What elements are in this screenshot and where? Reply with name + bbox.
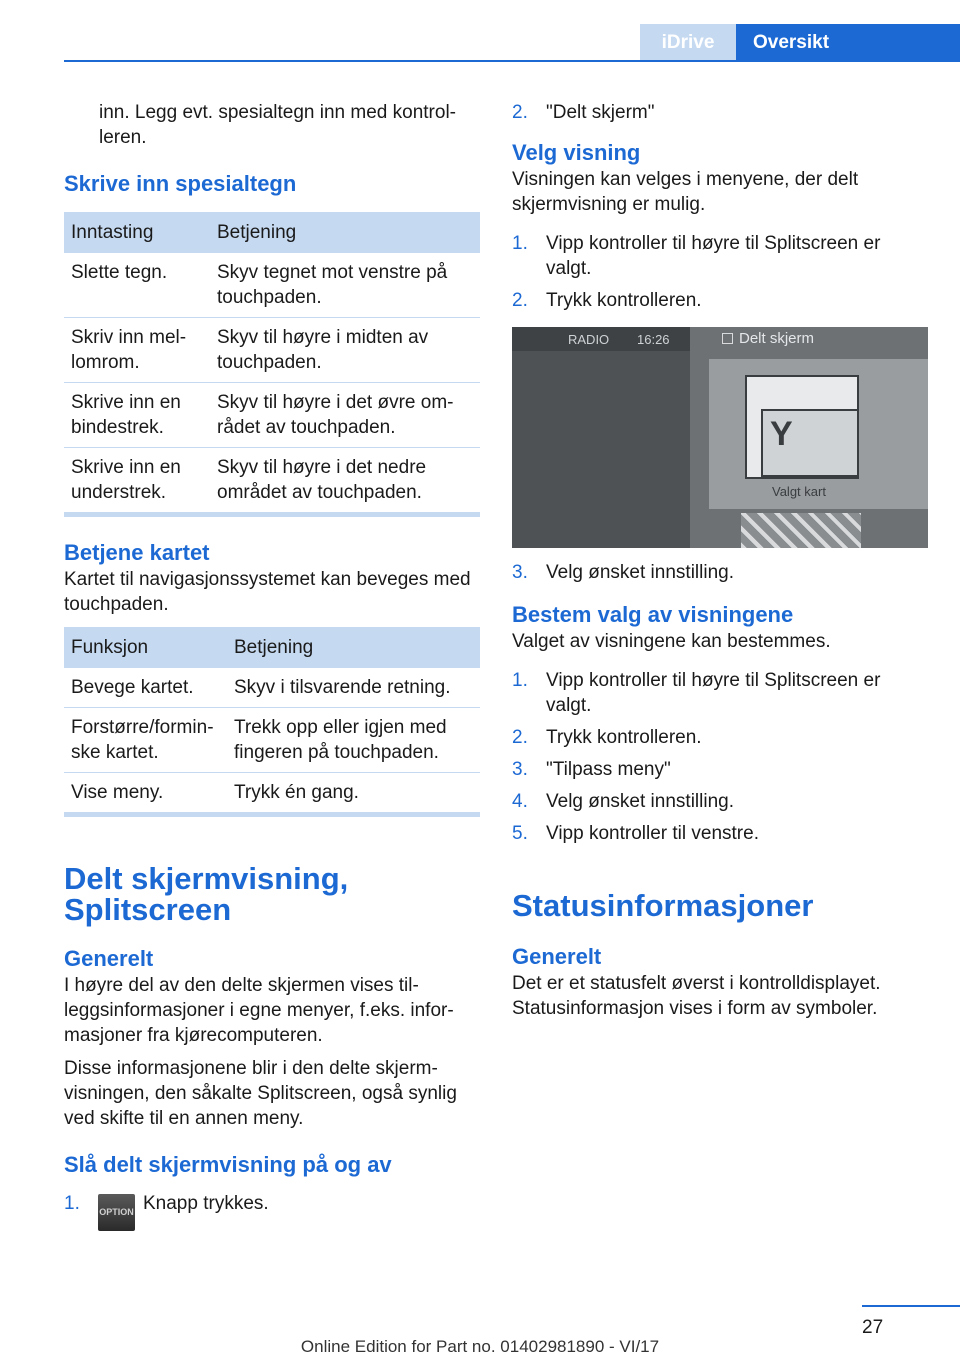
list-item [512, 821, 928, 846]
general-paragraph-1: I høyre del av den delte skjermen vises tilleggsinformasjoner i egne menyer, f.eks. informasjoner fra kjørecomputeren. [64, 975, 454, 1046]
general-paragraph-2: Disse informasjonene blir i den delte skjermvisningen, den såkalte Splitscreen, også synlig ved skifte til en annen meny. [64, 1058, 457, 1129]
step-text: "Tilpass meny" [546, 759, 671, 780]
table-cell: Trekk opp eller igjen med fingeren på touchpaden. [227, 708, 480, 773]
header-rule [64, 60, 960, 62]
list-item [512, 757, 928, 782]
intro-text: inn. Legg evt. spesialtegn inn med kontrolleren. [99, 102, 456, 148]
table-header: Betjening [227, 627, 480, 668]
select-steps [512, 668, 928, 846]
map-table [64, 627, 480, 812]
step-text: Velg ønsket innstilling. [546, 791, 734, 812]
list-item [512, 668, 928, 718]
special-chars-heading: Skrive inn spesialtegn [64, 171, 297, 196]
onoff-steps [64, 1191, 480, 1231]
table-end-rule [64, 512, 480, 517]
table-row [64, 448, 480, 513]
table-cell: Skriv inn mellomrom. [64, 318, 210, 383]
select-heading: Bestem valg av visningene [512, 602, 794, 627]
list-item [64, 1191, 480, 1231]
status-heading: Statusinformasjoner [512, 888, 814, 923]
special-chars-table [64, 212, 480, 512]
screen-time-label: 16:26 [637, 332, 670, 347]
table-cell: Forstørre/forminske kartet. [64, 708, 227, 773]
list-item [512, 100, 928, 125]
step-number: 1. [512, 233, 528, 254]
table-row [64, 708, 480, 773]
step-text: Vipp kontroller til venstre. [546, 823, 759, 844]
step-number: 5. [512, 823, 528, 844]
onoff-heading: Slå delt skjermvisning på og av [64, 1152, 392, 1177]
screen-radio-label: RADIO [568, 332, 610, 347]
table-cell: Bevege kartet. [64, 668, 227, 708]
general-heading: Generelt [64, 946, 154, 971]
list-item [512, 560, 928, 585]
step-number: 3. [512, 562, 528, 583]
step-text: Vipp kontroller til høyre til Splitscreen er valgt. [546, 233, 881, 279]
table-header: Betjening [210, 212, 480, 253]
delt-steps [512, 100, 928, 125]
splitscreen-screenshot [512, 327, 928, 548]
step-text: Vipp kontroller til høyre til Splitscreen er valgt. [546, 670, 881, 716]
screen-title-text: Delt skjerm [739, 330, 815, 347]
select-text: Valget av visningene kan bestemmes. [512, 631, 831, 652]
status-general-heading: Generelt [512, 944, 602, 969]
splitscreen-heading: Delt skjermvisning, Splitscreen [64, 861, 349, 927]
left-column [64, 100, 480, 1238]
table-cell: Skyv til høyre i det nedre området av touchpaden. [217, 457, 427, 503]
header-tab-idrive: iDrive [640, 24, 736, 61]
list-item [512, 231, 928, 281]
screen-title [722, 330, 814, 347]
table-cell: Trykk én gang. [234, 782, 359, 803]
page-number: 27 [862, 1317, 884, 1338]
table-row [64, 318, 480, 383]
view-steps [512, 231, 928, 313]
step-text: "Delt skjerm" [546, 102, 655, 123]
step-number: 3. [512, 759, 528, 780]
right-column [512, 100, 928, 1029]
step-number: 1. [64, 1193, 80, 1214]
table-cell: Skrive inn en bindestrek. [64, 383, 210, 448]
table-row [64, 253, 480, 318]
table-end-rule [64, 812, 480, 817]
view-steps-cont [512, 560, 928, 585]
table-cell: Skyv tegnet mot venstre på touchpaden. [210, 253, 480, 318]
table-cell: Skyv i tilsvarende retning. [227, 668, 480, 708]
view-text: Visningen kan velges i menyene, der delt skjermvisning er mulig. [512, 169, 859, 215]
header-tab-oversikt: Oversikt [736, 24, 960, 61]
junction-icon: Y [770, 415, 793, 453]
step-text: Knapp trykkes. [143, 1193, 269, 1214]
table-row [64, 773, 480, 813]
step-number: 2. [512, 102, 528, 123]
step-text: Trykk kontrolleren. [546, 290, 702, 311]
footer-edition: Online Edition for Part no. 01402981890 - VI/17 [300, 1337, 660, 1356]
table-header: Inntasting [64, 212, 210, 253]
step-number: 4. [512, 791, 528, 812]
checkbox-icon [722, 333, 733, 344]
table-row [64, 668, 480, 708]
table-header: Funksjon [64, 627, 227, 668]
status-text: Det er et statusfelt øverst i kontrolldisplayet. Statusinformasjon vises i form av symboler. [512, 973, 881, 1019]
list-item [512, 789, 928, 814]
step-number: 2. [512, 727, 528, 748]
screen-left-pane [512, 327, 690, 548]
option-button-icon: OPTION [98, 1194, 135, 1231]
step-number: 2. [512, 290, 528, 311]
map-text: Kartet til navigasjonssystemet kan beveges med touchpaden. [64, 569, 471, 615]
table-cell: Vise meny. [71, 782, 164, 803]
map-heading: Betjene kartet [64, 540, 210, 565]
list-item [512, 288, 928, 313]
screen-map-pattern [741, 513, 861, 548]
view-heading: Velg visning [512, 140, 641, 165]
footer-rule [862, 1305, 960, 1307]
step-number: 1. [512, 670, 528, 691]
list-item [512, 725, 928, 750]
screen-caption: Valgt kart [772, 484, 826, 499]
step-text: Trykk kontrolleren. [546, 727, 702, 748]
table-cell: Skyv til høyre i det øvre området av touchpaden. [210, 383, 480, 448]
table-cell: Slette tegn. [64, 253, 210, 318]
table-cell: Skrive inn en understrek. [71, 457, 181, 503]
step-text: Velg ønsket innstilling. [546, 562, 734, 583]
table-row [64, 383, 480, 448]
table-cell: Skyv til høyre i midten av touchpaden. [210, 318, 480, 383]
